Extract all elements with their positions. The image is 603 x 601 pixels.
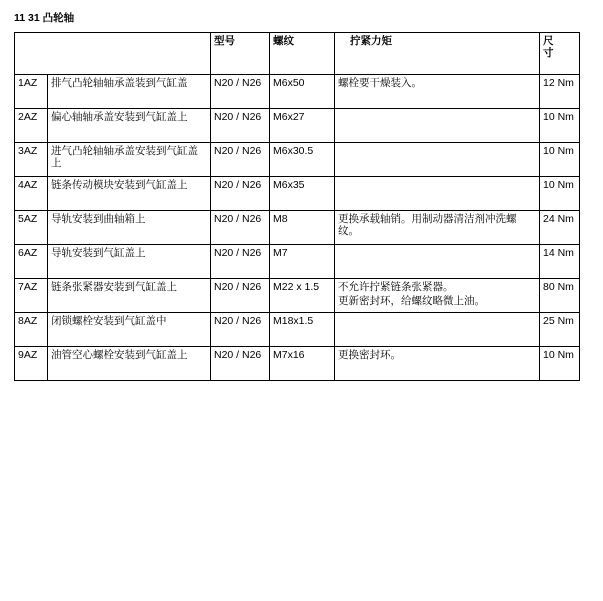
row-torque-value: 24 Nm — [540, 211, 580, 245]
table-row — [15, 211, 580, 245]
row-thread: M7x16 — [270, 347, 335, 381]
row-thread: M8 — [270, 211, 335, 245]
row-number: 3AZ — [15, 143, 48, 177]
row-torque-value: 14 Nm — [540, 245, 580, 279]
row-notes — [335, 177, 540, 211]
row-torque-value: 25 Nm — [540, 313, 580, 347]
header-thread-cell — [270, 33, 335, 75]
row-thread: M6x50 — [270, 75, 335, 109]
row-notes — [335, 109, 540, 143]
row-notes — [335, 143, 540, 177]
row-part-description: 导轨安装到曲轴箱上 — [48, 211, 211, 245]
row-model: N20 / N26 — [211, 143, 270, 177]
row-number: 1AZ — [15, 75, 48, 109]
table-row — [15, 75, 580, 109]
table-row — [15, 313, 580, 347]
row-note-line: 更新密封环，给螺纹略微上油。 — [338, 295, 485, 307]
row-torque-value: 10 Nm — [540, 177, 580, 211]
row-model: N20 / N26 — [211, 313, 270, 347]
row-number: 8AZ — [15, 313, 48, 347]
row-part-description: 油管空心螺栓安装到气缸盖上 — [48, 347, 211, 381]
row-notes — [335, 347, 540, 381]
table-header-row — [15, 33, 580, 75]
header-part-cell — [15, 33, 211, 75]
row-part-description: 进气凸轮轴轴承盖安装到气缸盖上 — [48, 143, 211, 177]
page-title: 11 31 凸轮轴 — [14, 12, 75, 24]
header-model: 型号 — [214, 35, 235, 47]
row-number: 2AZ — [15, 109, 48, 143]
row-part-description: 链条传动模块安装到气缸盖上 — [48, 177, 211, 211]
row-part-description: 链条张紧器安装到气缸盖上 — [48, 279, 211, 313]
row-part-description: 排气凸轮轴轴承盖装到气缸盖 — [48, 75, 211, 109]
row-torque-value: 12 Nm — [540, 75, 580, 109]
row-notes — [335, 75, 540, 109]
table-row — [15, 177, 580, 211]
header-size: 尺 寸 — [543, 35, 554, 59]
table-row — [15, 279, 580, 313]
row-part-description: 导轨安装到气缸盖上 — [48, 245, 211, 279]
row-model: N20 / N26 — [211, 279, 270, 313]
row-model: N20 / N26 — [211, 177, 270, 211]
row-torque-value: 10 Nm — [540, 143, 580, 177]
row-model: N20 / N26 — [211, 347, 270, 381]
header-model-cell — [211, 33, 270, 75]
row-torque-value: 10 Nm — [540, 347, 580, 381]
row-thread: M6x35 — [270, 177, 335, 211]
header-torque-cell — [335, 33, 540, 75]
table-row — [15, 109, 580, 143]
row-part-description: 偏心轴轴承盖安装到气缸盖上 — [48, 109, 211, 143]
row-model: N20 / N26 — [211, 245, 270, 279]
header-thread: 螺纹 — [273, 35, 294, 47]
row-thread: M22 x 1.5 — [270, 279, 335, 313]
row-torque-value: 10 Nm — [540, 109, 580, 143]
header-size-cell — [540, 33, 580, 75]
row-notes — [335, 313, 540, 347]
row-model: N20 / N26 — [211, 211, 270, 245]
row-torque-value: 80 Nm — [540, 279, 580, 313]
row-note-line: 更换密封环。 — [338, 349, 401, 361]
row-thread: M7 — [270, 245, 335, 279]
row-note-line: 螺栓要干燥装入。 — [338, 77, 422, 89]
row-notes — [335, 211, 540, 245]
row-model: N20 / N26 — [211, 75, 270, 109]
table-row — [15, 143, 580, 177]
row-number: 7AZ — [15, 279, 48, 313]
row-number: 5AZ — [15, 211, 48, 245]
row-number: 9AZ — [15, 347, 48, 381]
torque-spec-table — [14, 32, 580, 381]
row-note-line: 更换承载轴销。用制动器清洁剂冲洗螺纹。 — [338, 213, 517, 237]
row-notes — [335, 279, 540, 313]
row-thread: M6x27 — [270, 109, 335, 143]
row-notes — [335, 245, 540, 279]
header-torque: 拧紧力矩 — [350, 35, 392, 47]
row-number: 6AZ — [15, 245, 48, 279]
row-thread: M6x30.5 — [270, 143, 335, 177]
table-row — [15, 347, 580, 381]
table-row — [15, 245, 580, 279]
row-model: N20 / N26 — [211, 109, 270, 143]
row-thread: M18x1.5 — [270, 313, 335, 347]
row-part-description: 闭锁螺栓安装到气缸盖中 — [48, 313, 211, 347]
table-body — [15, 75, 580, 381]
row-note-line: 不允许拧紧链条张紧器。 — [338, 281, 454, 293]
row-number: 4AZ — [15, 177, 48, 211]
